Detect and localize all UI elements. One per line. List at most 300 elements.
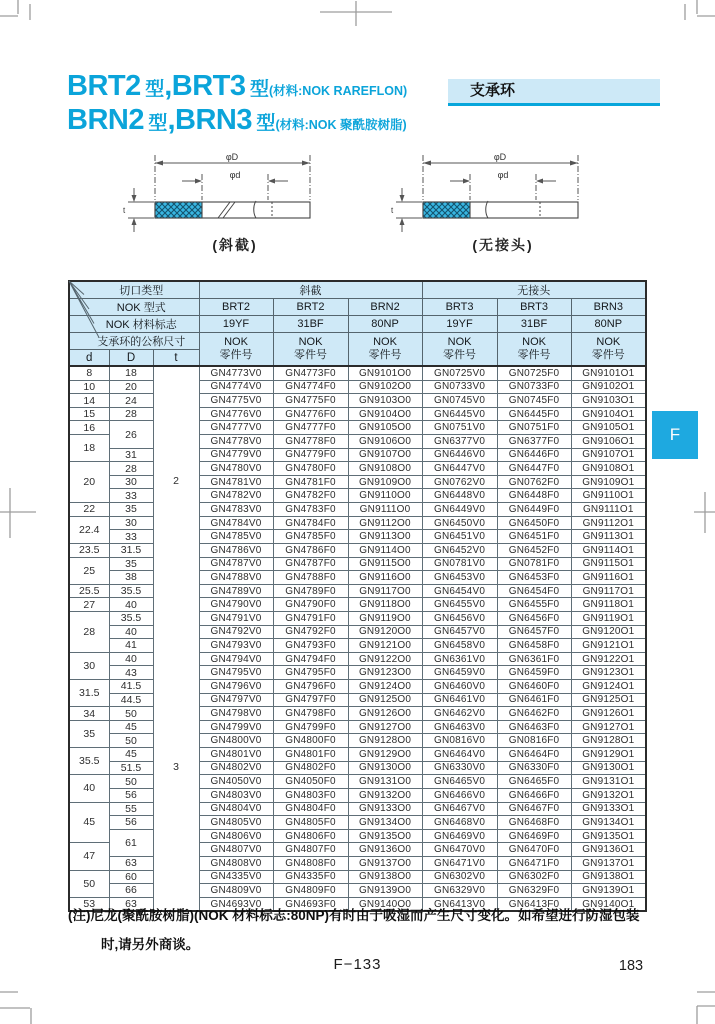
inner-diameter-cell: 53 <box>69 897 109 911</box>
part-number-cell: GN4803F0 <box>273 788 348 802</box>
outer-diameter-cell: 31 <box>109 448 153 462</box>
part-number-cell: GN9101O1 <box>571 366 646 380</box>
dim-thickness-label: t <box>391 206 394 215</box>
part-number-cell: GN4809V0 <box>199 884 273 898</box>
part-number-cell: GN4796V0 <box>199 680 273 694</box>
outer-diameter-cell: 56 <box>109 816 153 830</box>
part-number-cell: GN0816V0 <box>422 734 497 748</box>
part-number-cell: GN9130O0 <box>348 761 422 775</box>
part-number-cell: GN9111O1 <box>571 503 646 517</box>
ring-hatched-section <box>155 202 202 218</box>
part-number-cell: GN9116O1 <box>571 571 646 585</box>
part-number-cell: GN4808F0 <box>273 856 348 870</box>
part-number-cell: GN4781V0 <box>199 475 273 489</box>
inner-diameter-cell: 35.5 <box>69 748 109 775</box>
part-number-cell: GN4780V0 <box>199 462 273 476</box>
part-number-cell: GN0725F0 <box>497 366 571 380</box>
part-number-cell: GN4794V0 <box>199 652 273 666</box>
part-number-cell: GN6462F0 <box>497 707 571 721</box>
part-number-cell: GN0762V0 <box>422 475 497 489</box>
part-number-cell: GN6458F0 <box>497 639 571 653</box>
part-number-cell: GN6330F0 <box>497 761 571 775</box>
part-number-cell: GN9129O1 <box>571 748 646 762</box>
part-number-cell: GN0751V0 <box>422 421 497 435</box>
header-part-no: NOK 零件号 <box>422 333 497 367</box>
part-number-cell: GN4798V0 <box>199 707 273 721</box>
part-number-cell: GN4776F0 <box>273 407 348 421</box>
header-part-no: NOK 零件号 <box>348 333 422 367</box>
part-number-cell: GN4784F0 <box>273 516 348 530</box>
part-number-cell: GN4795V0 <box>199 666 273 680</box>
header-material: 19YF <box>199 316 273 333</box>
outer-diameter-cell: 41 <box>109 639 153 653</box>
part-number-cell: GN6302V0 <box>422 870 497 884</box>
part-number-cell: GN6446F0 <box>497 448 571 462</box>
part-number-cell: GN4788F0 <box>273 571 348 585</box>
outer-diameter-cell: 35.5 <box>109 584 153 598</box>
part-number-cell: GN4799V0 <box>199 720 273 734</box>
inner-diameter-cell: 23.5 <box>69 543 109 557</box>
part-number-cell: GN6452V0 <box>422 543 497 557</box>
part-number-cell: GN6454V0 <box>422 584 497 598</box>
part-number-cell: GN9138O1 <box>571 870 646 884</box>
part-number-cell: GN4797V0 <box>199 693 273 707</box>
outer-diameter-cell: 44.5 <box>109 693 153 707</box>
part-number-cell: GN9118O1 <box>571 598 646 612</box>
thickness-value: 3 <box>173 761 179 774</box>
part-number-cell: GN4335F0 <box>273 870 348 884</box>
part-number-cell: GN4789V0 <box>199 584 273 598</box>
part-number-cell: GN6302F0 <box>497 870 571 884</box>
header-type: BRT3 <box>422 299 497 316</box>
part-number-cell: GN4785V0 <box>199 530 273 544</box>
outer-diameter-cell: 40 <box>109 652 153 666</box>
part-number-cell: GN4803V0 <box>199 788 273 802</box>
outer-diameter-cell: 50 <box>109 707 153 721</box>
part-number-cell: GN9108O0 <box>348 462 422 476</box>
header-type: BRT2 <box>199 299 273 316</box>
part-number-cell: GN9120O0 <box>348 625 422 639</box>
outer-diameter-cell: 55 <box>109 802 153 816</box>
inner-diameter-cell: 27 <box>69 598 109 612</box>
part-number-cell: GN6447F0 <box>497 462 571 476</box>
part-number-cell: GN4793V0 <box>199 639 273 653</box>
part-number-cell: GN6450V0 <box>422 516 497 530</box>
part-number-cell: GN9109O0 <box>348 475 422 489</box>
part-number-cell: GN6463F0 <box>497 720 571 734</box>
part-number-cell: GN9115O1 <box>571 557 646 571</box>
part-number-cell: GN4793F0 <box>273 639 348 653</box>
part-number-cell: GN9136O0 <box>348 843 422 857</box>
part-number-cell: GN9117O1 <box>571 584 646 598</box>
part-number-cell: GN9137O0 <box>348 856 422 870</box>
part-number-cell: GN9109O1 <box>571 475 646 489</box>
inner-diameter-cell: 8 <box>69 366 109 380</box>
part-number-cell: GN9117O0 <box>348 584 422 598</box>
section-tab-letter: F <box>669 425 681 444</box>
part-number-cell: GN9115O0 <box>348 557 422 571</box>
parts-table-wrap <box>68 280 645 912</box>
part-number-cell: GN9135O0 <box>348 829 422 843</box>
inner-diameter-cell: 34 <box>69 707 109 721</box>
part-number-cell: GN6456V0 <box>422 611 497 625</box>
outer-diameter-cell: 40 <box>109 598 153 612</box>
outer-diameter-cell: 28 <box>109 407 153 421</box>
part-number-cell: GN4782F0 <box>273 489 348 503</box>
footnote-line-2: 时,请另外商谈。 <box>101 937 200 952</box>
part-number-cell: GN9127O0 <box>348 720 422 734</box>
bevel-cut-caption: (斜截) <box>212 237 258 253</box>
part-number-cell: GN4786F0 <box>273 543 348 557</box>
dim-inner-label: φd <box>497 170 509 180</box>
part-number-cell: GN6468F0 <box>497 816 571 830</box>
part-number-cell: GN9108O1 <box>571 462 646 476</box>
part-number-cell: GN4791F0 <box>273 611 348 625</box>
part-number-cell: GN6460V0 <box>422 680 497 694</box>
outer-diameter-cell: 41.5 <box>109 680 153 694</box>
outer-diameter-cell: 45 <box>109 720 153 734</box>
part-number-cell: GN4782V0 <box>199 489 273 503</box>
part-number-cell: GN6361V0 <box>422 652 497 666</box>
model-type-suffix: 型 <box>249 79 269 100</box>
part-number-cell: GN6330V0 <box>422 761 497 775</box>
part-number-cell: GN4790V0 <box>199 598 273 612</box>
part-number-cell: GN9102O1 <box>571 380 646 394</box>
part-number-cell: GN4790F0 <box>273 598 348 612</box>
part-number-cell: GN4795F0 <box>273 666 348 680</box>
part-number-cell: GN0733V0 <box>422 380 497 394</box>
inner-diameter-cell: 25.5 <box>69 584 109 598</box>
header-material: 80NP <box>571 316 646 333</box>
part-number-cell: GN4802V0 <box>199 761 273 775</box>
part-number-cell: GN4693V0 <box>199 897 273 911</box>
part-number-cell: GN4798F0 <box>273 707 348 721</box>
part-number-cell: GN9139O1 <box>571 884 646 898</box>
dim-inner-label: φd <box>229 170 241 180</box>
part-number-cell: GN6460F0 <box>497 680 571 694</box>
part-number-cell: GN9107O0 <box>348 448 422 462</box>
part-number-cell: GN6470F0 <box>497 843 571 857</box>
part-number-cell: GN9135O1 <box>571 829 646 843</box>
part-number-cell: GN9123O0 <box>348 666 422 680</box>
part-number-cell: GN4779F0 <box>273 448 348 462</box>
part-number-cell: GN9112O0 <box>348 516 422 530</box>
part-number-cell: GN4797F0 <box>273 693 348 707</box>
category-label: 支承环 <box>470 82 516 99</box>
part-number-cell: GN4809F0 <box>273 884 348 898</box>
part-number-cell: GN6451F0 <box>497 530 571 544</box>
inner-diameter-cell: 25 <box>69 557 109 584</box>
part-number-cell: GN4807F0 <box>273 843 348 857</box>
part-number-cell: GN6459V0 <box>422 666 497 680</box>
part-number-cell: GN6457V0 <box>422 625 497 639</box>
inner-diameter-cell: 22.4 <box>69 516 109 543</box>
part-number-cell: GN6464V0 <box>422 748 497 762</box>
part-number-cell: GN9107O1 <box>571 448 646 462</box>
part-number-cell: GN4778V0 <box>199 435 273 449</box>
outer-diameter-cell: 28 <box>109 462 153 476</box>
part-number-cell: GN4783F0 <box>273 503 348 517</box>
part-number-cell: GN6461F0 <box>497 693 571 707</box>
part-number-cell: GN6467F0 <box>497 802 571 816</box>
part-number-cell: GN9139O0 <box>348 884 422 898</box>
dim-thickness-label: t <box>123 206 126 215</box>
header-type-label: NOK 型式 <box>69 299 199 316</box>
part-number-cell: GN4792V0 <box>199 625 273 639</box>
inner-diameter-cell: 14 <box>69 394 109 408</box>
part-number-cell: GN9126O0 <box>348 707 422 721</box>
part-number-cell: GN9118O0 <box>348 598 422 612</box>
part-number-cell: GN9105O0 <box>348 421 422 435</box>
part-number-cell: GN9138O0 <box>348 870 422 884</box>
header-cut-type-label: 切口类型 <box>69 281 199 299</box>
part-number-cell: GN0745F0 <box>497 394 571 408</box>
part-number-cell: GN4801F0 <box>273 748 348 762</box>
part-number-cell: GN9128O0 <box>348 734 422 748</box>
outer-diameter-cell: 56 <box>109 788 153 802</box>
part-number-cell: GN4796F0 <box>273 680 348 694</box>
part-number-cell: GN9110O1 <box>571 489 646 503</box>
part-number-cell: GN6456F0 <box>497 611 571 625</box>
header-material-label: NOK 材料标志 <box>69 316 199 333</box>
part-number-cell: GN4800F0 <box>273 734 348 748</box>
part-number-cell: GN6329V0 <box>422 884 497 898</box>
part-number-cell: GN4802F0 <box>273 761 348 775</box>
part-number-cell: GN6377V0 <box>422 435 497 449</box>
header-part-no: NOK 零件号 <box>571 333 646 367</box>
part-number-cell: GN4784V0 <box>199 516 273 530</box>
ring-hatched-section <box>423 202 470 218</box>
thickness-cell <box>153 366 199 911</box>
part-number-cell: GN9119O0 <box>348 611 422 625</box>
part-number-cell: GN6465F0 <box>497 775 571 789</box>
part-number-cell: GN6462V0 <box>422 707 497 721</box>
part-number-cell: GN6450F0 <box>497 516 571 530</box>
part-number-cell: GN6413F0 <box>497 897 571 911</box>
inner-diameter-cell: 10 <box>69 380 109 394</box>
part-number-cell: GN4773V0 <box>199 366 273 380</box>
part-number-cell: GN4786V0 <box>199 543 273 557</box>
part-number-cell: GN6453F0 <box>497 571 571 585</box>
part-number-cell: GN4775F0 <box>273 394 348 408</box>
part-number-cell: GN9113O1 <box>571 530 646 544</box>
part-number-cell: GN9114O0 <box>348 543 422 557</box>
part-number-cell: GN6361F0 <box>497 652 571 666</box>
part-number-cell: GN6463V0 <box>422 720 497 734</box>
dim-outer-label: φD <box>225 152 239 162</box>
part-number-cell: GN6469F0 <box>497 829 571 843</box>
part-number-cell: GN9125O1 <box>571 693 646 707</box>
part-number-cell: GN6329F0 <box>497 884 571 898</box>
header-type: BRN3 <box>571 299 646 316</box>
part-number-cell: GN6459F0 <box>497 666 571 680</box>
part-number-cell: GN4807V0 <box>199 843 273 857</box>
page-title-block <box>67 72 407 140</box>
part-number-cell: GN6466F0 <box>497 788 571 802</box>
part-number-cell: GN4783V0 <box>199 503 273 517</box>
header-part-no: NOK 零件号 <box>199 333 273 367</box>
part-number-cell: GN6466V0 <box>422 788 497 802</box>
outer-diameter-cell: 35 <box>109 503 153 517</box>
part-number-cell: GN6451V0 <box>422 530 497 544</box>
model-type-suffix: 型 <box>145 79 165 100</box>
outer-diameter-cell: 20 <box>109 380 153 394</box>
part-number-cell: GN4806F0 <box>273 829 348 843</box>
part-number-cell: GN6471V0 <box>422 856 497 870</box>
model-name: BRT3 <box>171 70 246 102</box>
part-number-cell: GN6457F0 <box>497 625 571 639</box>
outer-diameter-cell: 35 <box>109 557 153 571</box>
part-number-cell: GN4050F0 <box>273 775 348 789</box>
inner-diameter-cell: 20 <box>69 462 109 503</box>
part-number-cell: GN4777V0 <box>199 421 273 435</box>
table-body <box>69 366 646 911</box>
part-number-cell: GN0751F0 <box>497 421 571 435</box>
inner-diameter-cell: 16 <box>69 421 109 435</box>
part-number-cell: GN4779V0 <box>199 448 273 462</box>
header-material: 31BF <box>497 316 571 333</box>
part-number-cell: GN6468V0 <box>422 816 497 830</box>
part-number-cell: GN0762F0 <box>497 475 571 489</box>
outer-diameter-cell: 50 <box>109 775 153 789</box>
material-note: (材料:NOK 聚酰胺树脂) <box>275 118 407 132</box>
part-number-cell: GN6377F0 <box>497 435 571 449</box>
part-number-cell: GN4777F0 <box>273 421 348 435</box>
part-number-cell: GN9140O0 <box>348 897 422 911</box>
catalog-section-code: F−133 <box>333 956 382 973</box>
part-number-cell: GN9102O0 <box>348 380 422 394</box>
outer-diameter-cell: 50 <box>109 734 153 748</box>
outer-diameter-cell: 63 <box>109 897 153 911</box>
part-number-cell: GN9133O1 <box>571 802 646 816</box>
part-number-cell: GN4050V0 <box>199 775 273 789</box>
header-nominal-size-label: 支承环的公称尺寸 <box>69 333 199 350</box>
header-part-no: NOK 零件号 <box>497 333 571 367</box>
part-number-cell: GN9101O0 <box>348 366 422 380</box>
outer-diameter-cell: 18 <box>109 366 153 380</box>
outer-diameter-cell: 63 <box>109 856 153 870</box>
outer-diameter-cell: 30 <box>109 516 153 530</box>
model-name: BRT2 <box>67 70 141 102</box>
part-number-cell: GN9113O0 <box>348 530 422 544</box>
separator: , <box>164 70 172 102</box>
header-type: BRT2 <box>273 299 348 316</box>
inner-diameter-cell: 50 <box>69 870 109 897</box>
part-number-cell: GN6448V0 <box>422 489 497 503</box>
header-type: BRT3 <box>497 299 571 316</box>
part-number-cell: GN9134O1 <box>571 816 646 830</box>
outer-diameter-cell: 31.5 <box>109 543 153 557</box>
part-number-cell: GN6470V0 <box>422 843 497 857</box>
part-number-cell: GN4791V0 <box>199 611 273 625</box>
inner-diameter-cell: 22 <box>69 503 109 517</box>
part-number-cell: GN6453V0 <box>422 571 497 585</box>
part-number-cell: GN9126O1 <box>571 707 646 721</box>
part-number-cell: GN9124O1 <box>571 680 646 694</box>
part-number-cell: GN9137O1 <box>571 856 646 870</box>
header-part-no: NOK 零件号 <box>273 333 348 367</box>
part-number-cell: GN4799F0 <box>273 720 348 734</box>
part-number-cell: GN9106O0 <box>348 435 422 449</box>
part-number-cell: GN9104O0 <box>348 407 422 421</box>
header-material: 31BF <box>273 316 348 333</box>
part-number-cell: GN9121O1 <box>571 639 646 653</box>
header-material: 80NP <box>348 316 422 333</box>
part-number-cell: GN4805F0 <box>273 816 348 830</box>
part-number-cell: GN4804F0 <box>273 802 348 816</box>
size-row <box>69 366 646 380</box>
part-number-cell: GN4800V0 <box>199 734 273 748</box>
part-number-cell: GN9136O1 <box>571 843 646 857</box>
part-number-cell: GN9105O1 <box>571 421 646 435</box>
part-number-cell: GN0816F0 <box>497 734 571 748</box>
part-number-cell: GN6413V0 <box>422 897 497 911</box>
part-number-cell: GN4775V0 <box>199 394 273 408</box>
outer-diameter-cell: 24 <box>109 394 153 408</box>
header-dim-d: d <box>69 350 109 367</box>
part-number-cell: GN4787F0 <box>273 557 348 571</box>
part-number-cell: GN6447V0 <box>422 462 497 476</box>
part-number-cell: GN4792F0 <box>273 625 348 639</box>
outer-diameter-cell: 35.5 <box>109 611 153 625</box>
part-number-cell: GN4774F0 <box>273 380 348 394</box>
part-number-cell: GN4806V0 <box>199 829 273 843</box>
title-line-2 <box>67 106 407 135</box>
part-number-cell: GN4780F0 <box>273 462 348 476</box>
outer-diameter-cell: 43 <box>109 666 153 680</box>
part-number-cell: GN9122O1 <box>571 652 646 666</box>
part-number-cell: GN6465V0 <box>422 775 497 789</box>
part-number-cell: GN9106O1 <box>571 435 646 449</box>
part-number-cell: GN9131O0 <box>348 775 422 789</box>
part-number-cell: GN0733F0 <box>497 380 571 394</box>
part-number-cell: GN9123O1 <box>571 666 646 680</box>
inner-diameter-cell: 15 <box>69 407 109 421</box>
part-number-cell: GN9131O1 <box>571 775 646 789</box>
inner-diameter-cell: 31.5 <box>69 680 109 707</box>
part-number-cell: GN9130O1 <box>571 761 646 775</box>
part-number-cell: GN9104O1 <box>571 407 646 421</box>
header-material: 19YF <box>422 316 497 333</box>
model-name: BRN3 <box>175 104 252 136</box>
part-number-cell: GN4789F0 <box>273 584 348 598</box>
model-type-suffix: 型 <box>256 113 276 134</box>
header-group-bevel: 斜截 <box>199 281 422 299</box>
outer-diameter-cell: 40 <box>109 625 153 639</box>
outer-diameter-cell: 51.5 <box>109 761 153 775</box>
parts-table <box>68 280 647 912</box>
part-number-cell: GN9114O1 <box>571 543 646 557</box>
part-number-cell: GN9116O0 <box>348 571 422 585</box>
part-number-cell: GN9128O1 <box>571 734 646 748</box>
section-tab <box>652 411 698 459</box>
part-number-cell: GN9125O0 <box>348 693 422 707</box>
part-number-cell: GN4808V0 <box>199 856 273 870</box>
part-number-cell: GN6449V0 <box>422 503 497 517</box>
part-number-cell: GN6454F0 <box>497 584 571 598</box>
part-number-cell: GN9134O0 <box>348 816 422 830</box>
model-type-suffix: 型 <box>148 113 168 134</box>
page-number: 183 <box>618 958 644 974</box>
part-number-cell: GN9132O0 <box>348 788 422 802</box>
part-number-cell: GN4785F0 <box>273 530 348 544</box>
outer-diameter-cell: 30 <box>109 475 153 489</box>
part-number-cell: GN4693F0 <box>273 897 348 911</box>
part-number-cell: GN6458V0 <box>422 639 497 653</box>
part-number-cell: GN9110O0 <box>348 489 422 503</box>
part-number-cell: GN6452F0 <box>497 543 571 557</box>
part-number-cell: GN4805V0 <box>199 816 273 830</box>
